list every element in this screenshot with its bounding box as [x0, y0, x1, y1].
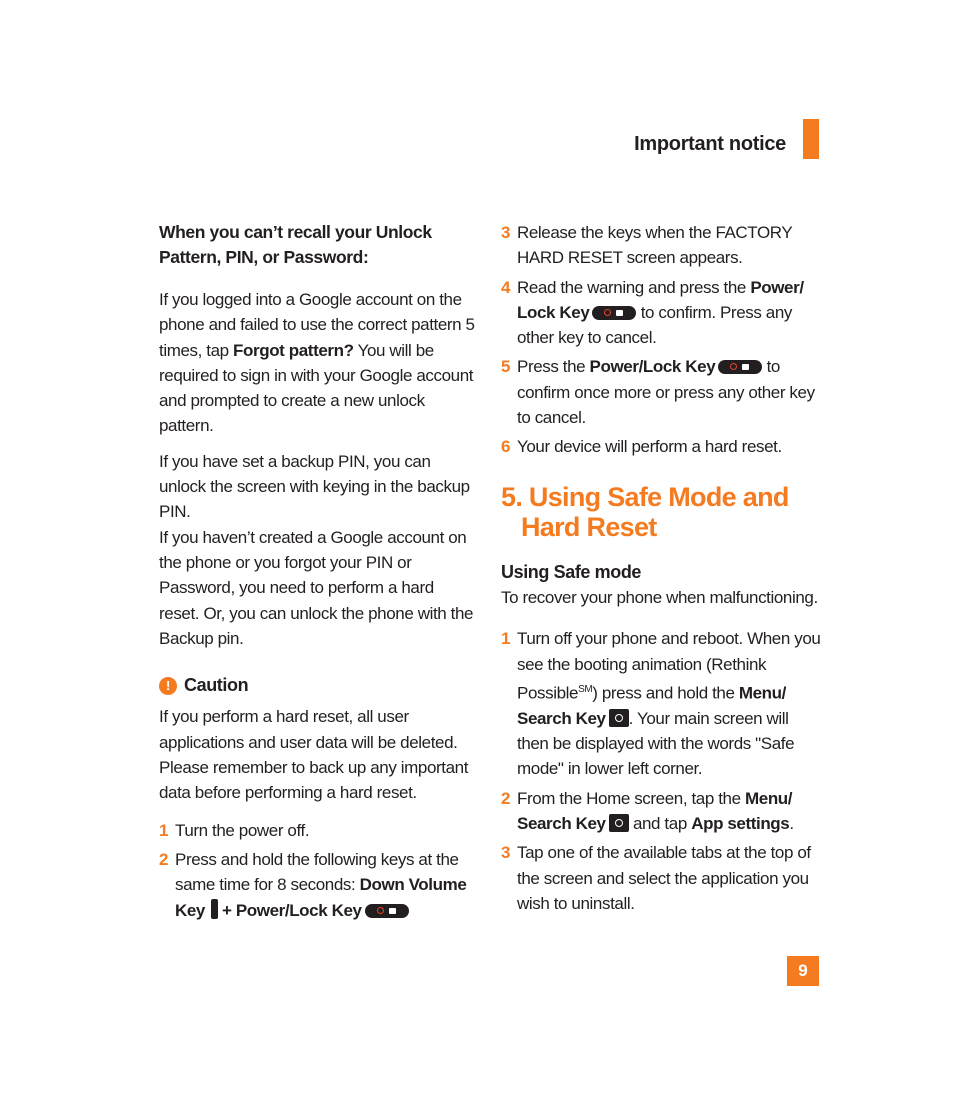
- step-number: 1: [501, 629, 511, 649]
- unlock-help-heading: When you can’t recall your Unlock Pattern, PIN, or Password:: [159, 222, 432, 267]
- step-number: 2: [501, 788, 511, 808]
- header-accent-bar: [803, 119, 819, 159]
- step-number: 2: [159, 849, 169, 869]
- step-number: 3: [501, 843, 511, 863]
- power-lock-key-icon: [718, 360, 762, 374]
- step-number: 5: [501, 357, 511, 377]
- power-lock-key-icon: [365, 904, 409, 918]
- forgot-pattern-label: Forgot pattern?: [233, 340, 354, 360]
- safe-mode-intro: To recover your phone when malfunctioning.: [501, 587, 818, 607]
- step-number: 3: [501, 223, 511, 242]
- menu-search-key-icon: [609, 814, 629, 832]
- list-item: 3 Tap one of the available tabs at the top of the screen and select the application you wish to uninstall.: [501, 840, 821, 916]
- list-item: 2 Press and hold the following keys at the same time for 8 seconds: Down Volume Key + Power/Lock Key: [159, 847, 477, 923]
- service-mark: SM: [578, 683, 593, 695]
- page-header-title: Important notice: [634, 133, 786, 155]
- paragraph-google-account: If you logged into a Google account on the phone and failed to use the correct pattern 5 times, tap Forgot pattern? You will be required to sign in with your Google account and prompted to create a new unlock pattern.: [159, 290, 475, 436]
- list-item: 4 Read the warning and press the Power/ Lock Key to confirm. Press any other key to cancel.: [501, 275, 821, 351]
- list-item: 5 Press the Power/Lock Key to confirm once more or press any other key to cancel.: [501, 354, 821, 430]
- page-number: 9: [787, 956, 819, 986]
- step-number: 6: [501, 437, 511, 457]
- list-item: 3 Release the keys when the FACTORY HARD RESET screen appears.: [501, 220, 821, 271]
- list-item: 2 From the Home screen, tap the Menu/ Search Key and tap App settings.: [501, 786, 821, 837]
- hard-reset-steps: [159, 818, 477, 923]
- right-column: [501, 220, 821, 920]
- menu-search-key-icon: [609, 709, 629, 727]
- paragraph-hard-reset: If you haven’t created a Google account on the phone or you forgot your PIN or Password, you need to perform a hard reset. Or, you can unlock the phone with the Backup pin.: [159, 527, 474, 648]
- step-number: 4: [501, 277, 511, 297]
- paragraph-backup-pin: If you have set a backup PIN, you can unlock the screen with keying in the backup PIN.: [159, 451, 470, 522]
- caution-heading: ! Caution: [159, 673, 477, 698]
- safe-mode-steps: [501, 626, 821, 916]
- list-item: 1 Turn the power off.: [159, 818, 477, 843]
- power-lock-key-icon: [592, 306, 636, 320]
- volume-key-icon: [211, 899, 218, 919]
- safe-mode-subtitle: Using Safe mode: [501, 561, 642, 582]
- list-item: 6 Your device will perform a hard reset.: [501, 434, 821, 459]
- caution-icon: !: [159, 677, 177, 695]
- caution-text: If you perform a hard reset, all user applications and user data will be deleted. Please remember to back up any important data before performing a hard reset.: [159, 707, 469, 803]
- list-item: 1 Turn off your phone and reboot. When you see the booting animation (Rethink Possible℠) press and hold the Menu/ Search Key . Your main screen will then be displayed with the words "Safe mode" in lower left corner.: [501, 626, 821, 781]
- step-number: 1: [159, 820, 169, 840]
- left-column: [159, 220, 477, 927]
- section-title: 5. Using Safe Mode and Hard Reset: [501, 481, 789, 542]
- hard-reset-steps-continued: [501, 220, 821, 460]
